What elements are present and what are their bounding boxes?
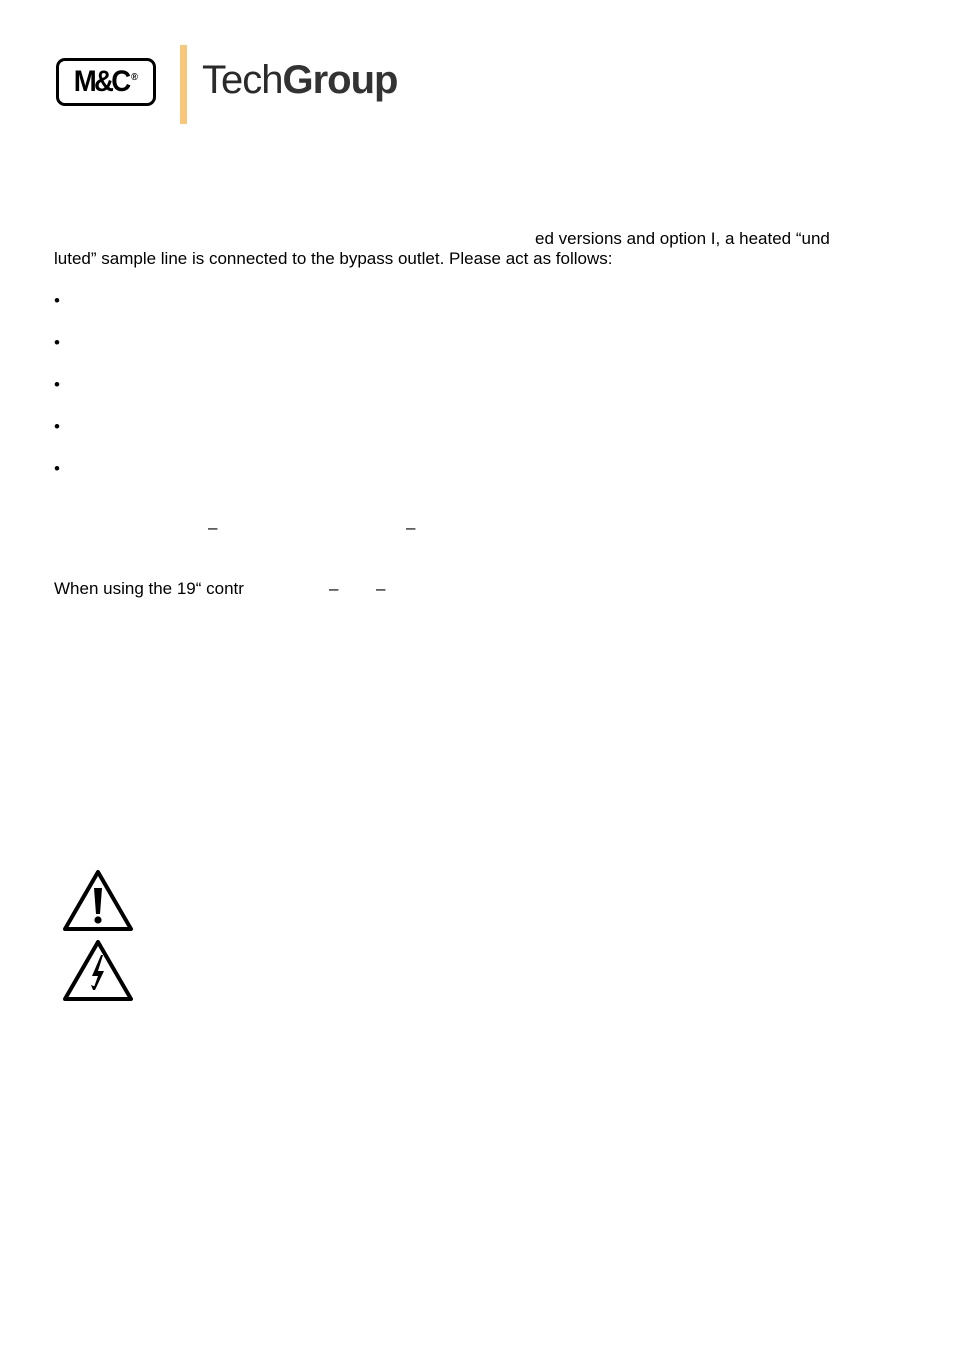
dash-mark: – <box>329 579 339 598</box>
warning-triangle-icon <box>62 868 134 932</box>
bullet-point: • <box>54 375 60 394</box>
mc-logo <box>56 58 156 106</box>
brand-light: Tech <box>202 58 283 102</box>
brand-bold: Group <box>282 58 398 102</box>
brand-name <box>202 60 397 100</box>
bullet-point: • <box>54 417 60 436</box>
dash-mark: – <box>208 518 218 537</box>
logo-text: M&C ® <box>73 65 139 98</box>
paragraph-line-1: ed versions and option I, a heated “und <box>535 229 830 248</box>
bullet-point: • <box>54 459 60 478</box>
dash-mark: – <box>376 579 386 598</box>
paragraph-line-2: luted” sample line is connected to the bypass outlet. Please act as follows: <box>54 249 613 268</box>
bullet-point: • <box>54 291 60 310</box>
dash-mark: – <box>406 518 416 537</box>
bullet-point: • <box>54 333 60 352</box>
electrical-hazard-icon <box>62 938 134 1002</box>
logo-divider <box>180 45 187 124</box>
paragraph-line-3: When using the 19“ contr <box>54 579 244 598</box>
